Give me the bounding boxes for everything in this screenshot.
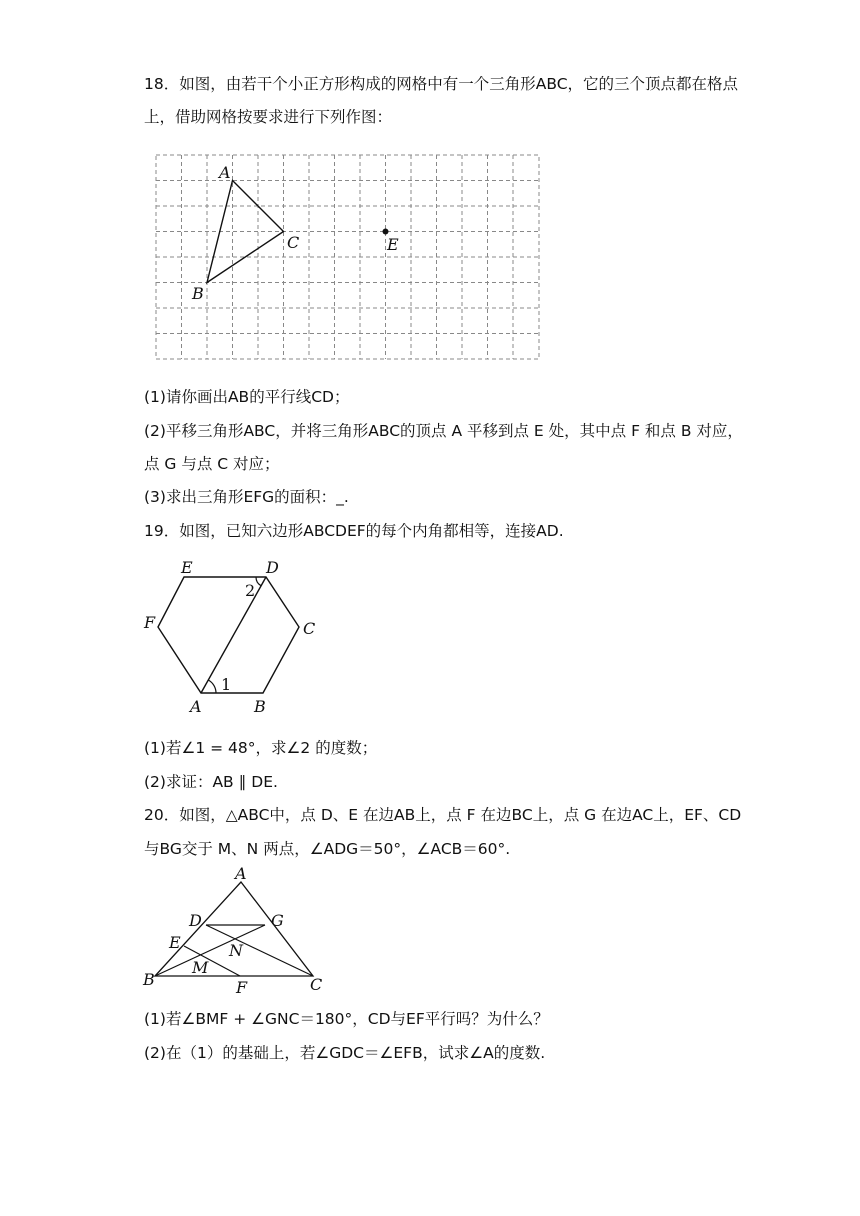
q19-stem: 19．如图，已知六边形ABCDEF的每个内角都相等，连接AD. — [144, 522, 564, 540]
q20-label-g: G — [271, 911, 284, 930]
q18-grid-figure — [150, 150, 545, 365]
q19-sub1: (1)若∠1 = 48°，求∠2 的度数； — [144, 739, 378, 757]
q20-stem-line2: 与BG交于 M、N 两点，∠ADG＝50°，∠ACB＝60°. — [144, 840, 511, 858]
q19-label-d: D — [266, 558, 279, 577]
q18-sub2-line1: (2)平移三角形ABC，并将三角形ABC的顶点 A 平移到点 E 处，其中点 F 和点 B 对应， — [144, 422, 743, 440]
q19-hexagon-figure — [140, 552, 325, 717]
q20-triangle-abc — [155, 882, 313, 976]
q20-label-d: D — [189, 911, 202, 930]
q18-stem-line1: 18．如图，由若干个小正方形构成的网格中有一个三角形ABC，它的三个顶点都在格点 — [144, 75, 739, 93]
q18-sub2-line2: 点 G 与点 C 对应； — [144, 455, 280, 473]
q20-label-n: N — [229, 941, 243, 960]
q19-diagonal-ad — [201, 577, 266, 693]
q20-label-e: E — [169, 933, 181, 952]
q20-segment-cd — [206, 925, 313, 976]
q19-angle-2-label: 2 — [245, 581, 256, 600]
q20-sub1: (1)若∠BMF + ∠GNC＝180°，CD与EF平行吗？为什么？ — [144, 1010, 549, 1028]
q20-sub2: (2)在（1）的基础上，若∠GDC＝∠EFB，试求∠A的度数. — [144, 1044, 546, 1062]
q18-point-e — [383, 229, 389, 235]
q18-label-b: B — [192, 284, 204, 303]
q19-angle-1-label: 1 — [221, 675, 232, 694]
q20-stem-line1: 20．如图，△ABC中，点 D、E 在边AB上，点 F 在边BC上，点 G 在边AC上，EF、CD — [144, 806, 742, 824]
q20-label-m: M — [192, 958, 209, 977]
q19-label-e: E — [181, 558, 193, 577]
q18-sub3: (3)求出三角形EFG的面积：_. — [144, 488, 349, 506]
q18-label-c: C — [287, 233, 300, 252]
q19-label-f: F — [144, 613, 156, 632]
q19-label-b: B — [254, 697, 266, 716]
q18-triangle-abc — [207, 181, 284, 283]
q19-angle-1-arc — [208, 680, 216, 693]
q18-label-a: A — [219, 163, 231, 182]
q20-label-b: B — [143, 970, 155, 989]
q20-triangle-figure — [138, 863, 330, 995]
q20-label-f: F — [236, 978, 248, 995]
q20-label-a: A — [235, 864, 247, 883]
q19-label-a: A — [190, 697, 202, 716]
q18-label-e: E — [387, 235, 399, 254]
q18-stem-line2: 上，借助网格按要求进行下列作图： — [144, 108, 393, 126]
q20-label-c: C — [310, 975, 323, 994]
q19-sub2: (2)求证：AB ∥ DE. — [144, 773, 278, 791]
q19-angle-2-arc — [256, 577, 261, 586]
q18-sub1: (1)请你画出AB的平行线CD； — [144, 388, 350, 406]
q19-label-c: C — [303, 619, 316, 638]
